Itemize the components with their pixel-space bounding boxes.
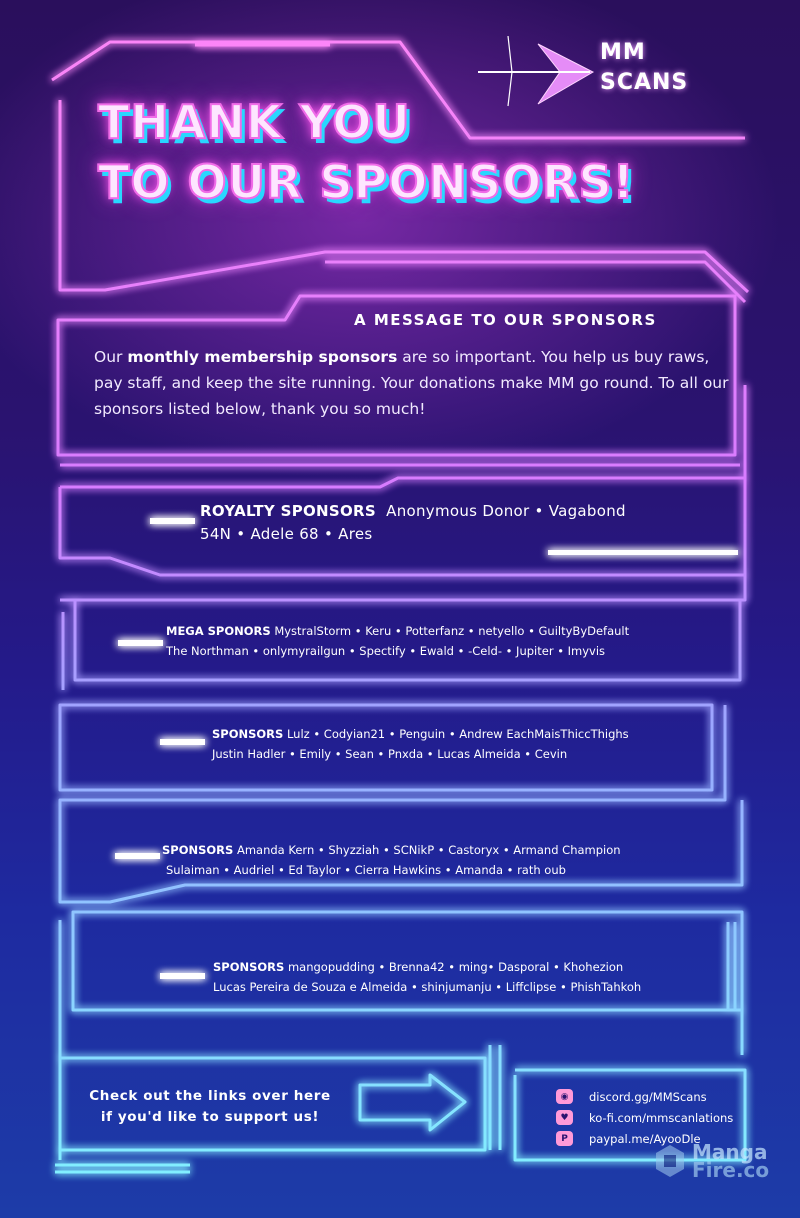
message-body-post: are so important. You help us buy raws, pay staff, and keep the site running. Your donations make MM go round. To all our sponsors listed below, thank you so much! bbox=[94, 348, 729, 418]
sponsors1-label: SPONSORS bbox=[212, 727, 284, 741]
watermark-line2: Fire.co bbox=[692, 1158, 770, 1182]
logo-text bbox=[600, 38, 710, 98]
support-call-to-action bbox=[70, 1086, 350, 1128]
watermark-line1: Manga bbox=[692, 1140, 768, 1164]
sponsors3-label: SPONSORS bbox=[213, 960, 285, 974]
link-paypal-text[interactable]: paypal.me/AyooDle bbox=[589, 1131, 701, 1146]
page-title bbox=[98, 92, 635, 212]
title-line1: THANK YOU bbox=[98, 95, 411, 149]
manga-fire-logo-icon bbox=[652, 1143, 688, 1179]
link-discord[interactable] bbox=[556, 1086, 733, 1107]
sponsors-group-3 bbox=[213, 957, 733, 997]
kofi-icon: ♥ bbox=[556, 1110, 573, 1125]
message-body-pre: Our bbox=[94, 348, 128, 366]
message-heading: A MESSAGE TO OUR SPONSORS bbox=[354, 311, 657, 329]
message-body-bold: monthly membership sponsors bbox=[127, 348, 398, 366]
message-body bbox=[94, 344, 734, 422]
sponsors2-line2: Sulaiman • Audriel • Ed Taylor • Cierra Hawkins • Amanda • rath oub bbox=[166, 863, 566, 877]
mega-line1: MystralStorm • Keru • Potterfanz • netyello • GuiltyByDefault bbox=[274, 624, 630, 638]
mega-sponsors bbox=[166, 621, 726, 661]
logo-line2: SCANS bbox=[600, 70, 689, 95]
royalty-label: ROYALTY SPONSORS bbox=[200, 502, 377, 520]
sponsors1-line2: Justin Hadler • Emily • Sean • Pnxda • Lucas Almeida • Cevin bbox=[212, 747, 568, 761]
paypal-icon: P bbox=[556, 1131, 573, 1146]
logo-line1: MM bbox=[600, 40, 646, 65]
sponsors-group-2 bbox=[162, 840, 722, 880]
sponsors2-label: SPONSORS bbox=[162, 843, 234, 857]
link-discord-text[interactable]: discord.gg/MMScans bbox=[589, 1089, 707, 1104]
sponsors1-line1: Lulz • Codyian21 • Penguin • Andrew EachMaisThiccThighs bbox=[286, 727, 629, 741]
mega-line2: The Northman • onlymyrailgun • Spectify • Ewald • -Celd- • Jupiter • Imyvis bbox=[166, 644, 606, 658]
royalty-sponsors bbox=[200, 500, 700, 546]
watermark bbox=[652, 1140, 770, 1182]
link-kofi[interactable] bbox=[556, 1107, 733, 1128]
sponsors3-line2: Lucas Pereira de Souza e Almeida • shinjumanju • Liffclipse • PhishTahkoh bbox=[213, 980, 642, 994]
mega-label: MEGA SPONORS bbox=[166, 624, 271, 638]
royalty-line1: Anonymous Donor • Vagabond bbox=[386, 502, 626, 520]
cta-line2: if you'd like to support us! bbox=[100, 1109, 320, 1125]
sponsors2-line1: Amanda Kern • Shyzziah • SCNikP • Castoryx • Armand Champion bbox=[236, 843, 621, 857]
discord-icon: ◉ bbox=[556, 1089, 573, 1104]
royalty-line2: 54N • Adele 68 • Ares bbox=[200, 525, 373, 543]
link-kofi-text[interactable]: ko-fi.com/mmscanlations bbox=[589, 1110, 734, 1125]
title-line2: TO OUR SPONSORS! bbox=[98, 155, 635, 209]
sponsors3-line1: mangopudding • Brenna42 • ming• Dasporal • Khohezion bbox=[287, 960, 624, 974]
cta-line1: Check out the links over here bbox=[89, 1088, 331, 1104]
sponsors-group-1 bbox=[212, 724, 732, 764]
